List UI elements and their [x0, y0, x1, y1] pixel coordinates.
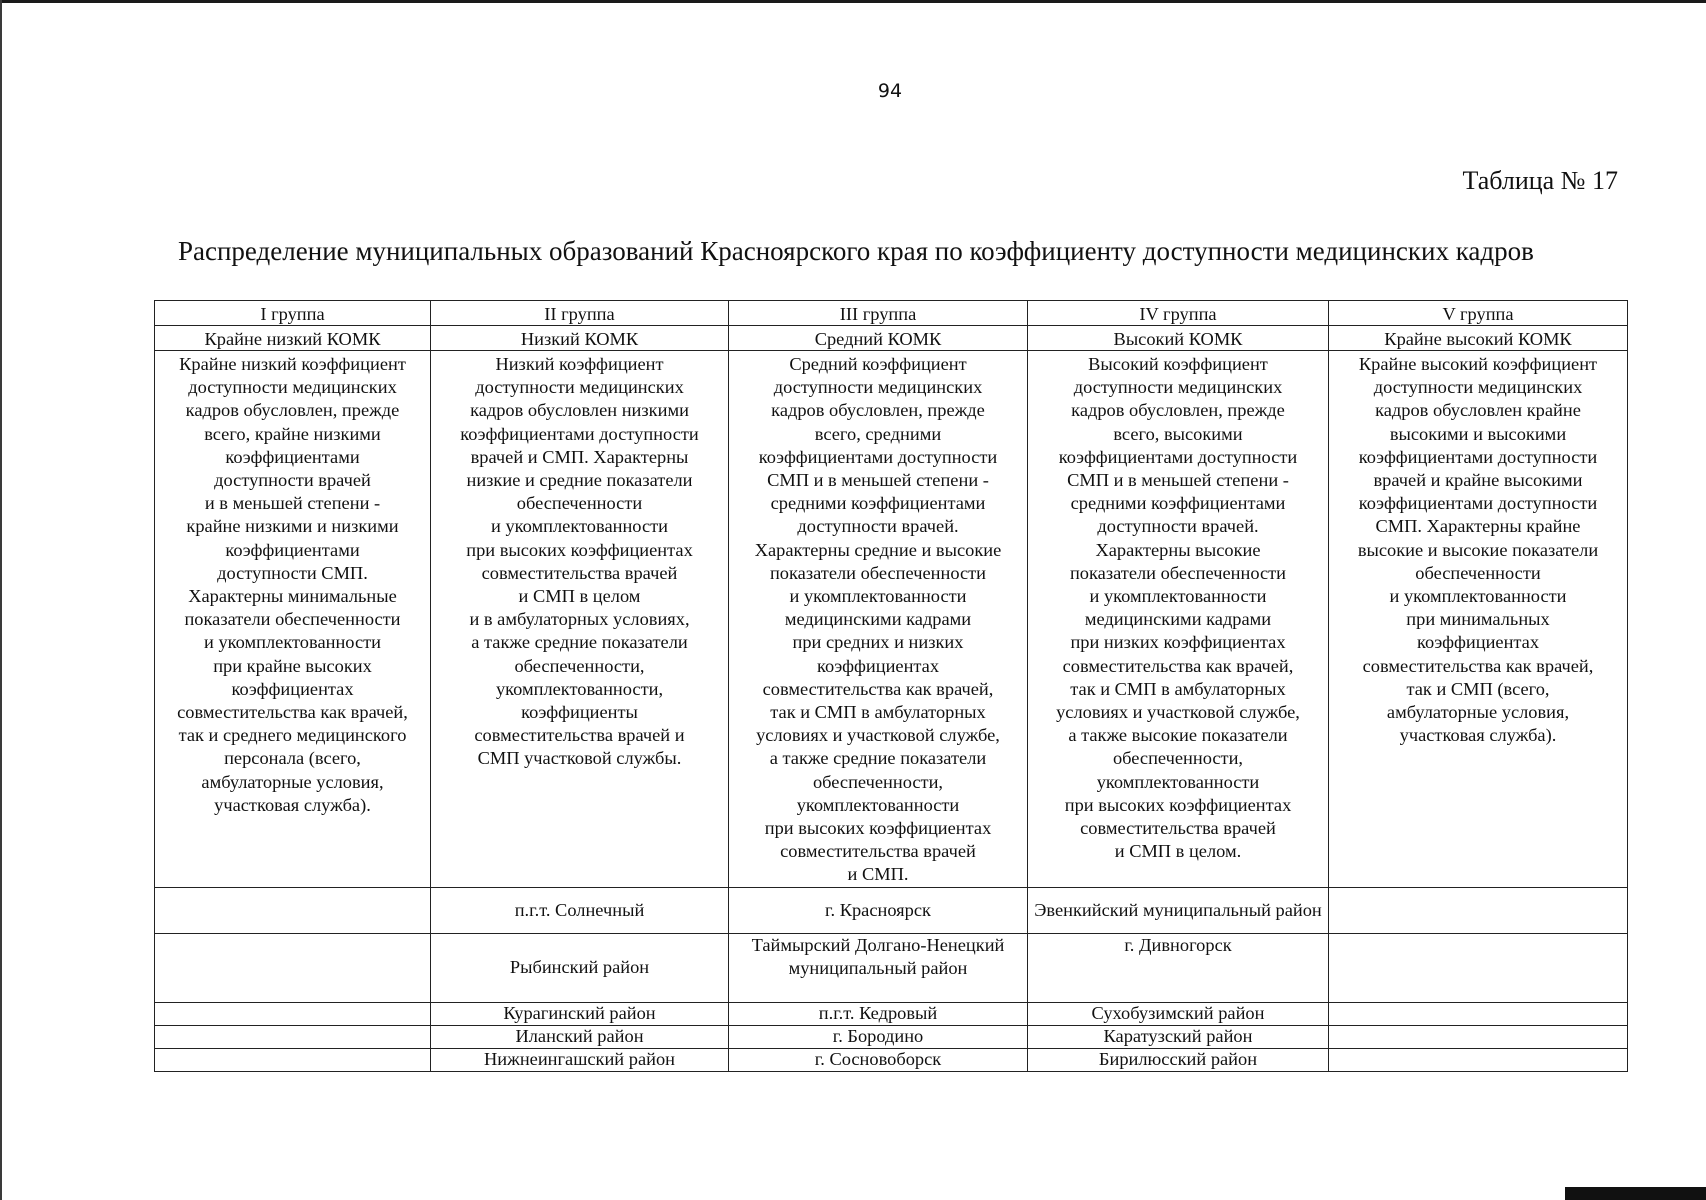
- description-line: средними коэффициентами: [770, 493, 986, 514]
- table-cell: г. Дивногорск: [1028, 933, 1329, 1002]
- description-line: при крайне высоких: [213, 655, 372, 676]
- description-line: доступности врачей.: [1097, 516, 1259, 537]
- description-line: амбулаторные условия,: [1386, 702, 1570, 723]
- description-line: Характерны высокие: [1095, 539, 1261, 560]
- description-line: укомплектованности: [1096, 771, 1260, 792]
- description-line: всего, крайне низкими: [204, 423, 381, 444]
- description-line: доступности медицинских: [1073, 377, 1283, 398]
- description-line: персонала (всего,: [224, 748, 361, 769]
- description-line: всего, средними: [814, 423, 942, 444]
- distribution-table: [154, 300, 1628, 1072]
- group-description-cell: [155, 351, 431, 888]
- table-cell: г. Бородино: [729, 1025, 1028, 1048]
- description-line: врачей и крайне высокими: [1373, 470, 1583, 491]
- table-cell: Курагинский район: [431, 1002, 729, 1025]
- group-name-cell: III группа: [729, 301, 1028, 326]
- group-name-row: [155, 301, 1628, 326]
- description-line: совместительства как врачей,: [177, 702, 408, 723]
- table-cell: Каратузский район: [1028, 1025, 1329, 1048]
- description-line: кадров обусловлен, прежде: [771, 400, 985, 421]
- description-line: участковая служба).: [1399, 725, 1557, 746]
- description-line: коэффициентами доступности: [460, 423, 699, 444]
- description-line: Средний коэффициент: [789, 354, 967, 374]
- description-line: медицинскими кадрами: [1084, 609, 1272, 630]
- description-line: высокие и высокие показатели: [1357, 539, 1599, 560]
- table-cell: Бирилюсский район: [1028, 1048, 1329, 1071]
- description-line: совместительства врачей и: [474, 725, 685, 746]
- description-line: совместительства как врачей,: [1362, 655, 1594, 676]
- description-line: условиях и участковой службе,: [1056, 702, 1300, 723]
- table-cell: [155, 1002, 431, 1025]
- description-line: а также высокие показатели: [1068, 725, 1288, 746]
- description-line: а также средние показатели: [769, 748, 987, 769]
- group-level-cell: Крайне низкий КОМК: [155, 326, 431, 351]
- scan-edge-bottom: [1565, 1187, 1706, 1200]
- description-line: обеспеченности: [1415, 562, 1541, 583]
- description-line: Характерны средние и высокие: [754, 539, 1002, 560]
- table-cell: [155, 1025, 431, 1048]
- description-line: так и СМП (всего,: [1406, 678, 1550, 699]
- table-cell: [1329, 887, 1628, 933]
- description-line: Крайне низкий коэффициент: [179, 354, 406, 374]
- table-cell: Эвенкийский муниципальный район: [1028, 887, 1329, 933]
- description-line: а также средние показатели: [471, 632, 688, 653]
- table-cell: п.г.т. Кедровый: [729, 1002, 1028, 1025]
- table-cell: г. Сосновоборск: [729, 1048, 1028, 1071]
- group-level-cell: Низкий КОМК: [431, 326, 729, 351]
- description-line: обеспеченности: [516, 493, 643, 514]
- description-line: так и среднего медицинского: [178, 725, 407, 746]
- description-line: СМП и в меньшей степени -: [767, 470, 989, 491]
- description-line: доступности СМП.: [217, 562, 368, 583]
- description-line: так и СМП в амбулаторных: [1070, 678, 1286, 699]
- description-line: кадров обусловлен, прежде: [185, 400, 400, 421]
- description-line: при высоких коэффициентах: [1064, 794, 1292, 815]
- scan-edge-left: [0, 0, 2, 1200]
- table-cell: [1329, 1025, 1628, 1048]
- description-line: коэффициенты: [521, 702, 638, 723]
- description-line: доступности врачей: [214, 470, 371, 491]
- group-description-cell: [729, 351, 1028, 888]
- description-line: доступности медицинских: [773, 377, 983, 398]
- description-line: при низких коэффициентах: [1070, 632, 1286, 653]
- table-cell: Иланский район: [431, 1025, 729, 1048]
- document-title: Распределение муниципальных образований Красноярского края по коэффициенту доступности медицинских кадров: [178, 236, 1534, 266]
- table-row: [155, 1025, 1628, 1048]
- description-line: средними коэффициентами: [1070, 493, 1286, 514]
- group-name-cell: V группа: [1329, 301, 1628, 326]
- description-line: амбулаторные условия,: [201, 771, 384, 792]
- description-line: показатели обеспеченности: [1069, 562, 1287, 583]
- description-line: Характерны минимальные: [188, 586, 397, 607]
- description-line: обеспеченности,: [514, 655, 645, 676]
- table-cell: Нижнеингашский район: [431, 1048, 729, 1071]
- description-line: при высоких коэффициентах: [764, 818, 992, 839]
- description-line: укомплектованности,: [495, 678, 664, 699]
- description-line: кадров обусловлен, прежде: [1071, 400, 1285, 421]
- description-line: совместительства врачей: [1080, 818, 1276, 839]
- description-line: доступности врачей.: [797, 516, 959, 537]
- description-line: обеспеченности,: [812, 771, 944, 792]
- description-line: коэффициентах: [231, 678, 354, 699]
- description-line: коэффициентами доступности: [1058, 446, 1298, 467]
- description-line: и укомплектованности: [1389, 586, 1567, 607]
- table-label: Таблица № 17: [1462, 166, 1618, 195]
- description-line: коэффициентами: [225, 446, 360, 467]
- description-line: и укомплектованности: [789, 586, 967, 607]
- description-line: врачей и СМП. Характерны: [470, 446, 689, 467]
- group-level-cell: Крайне высокий КОМК: [1329, 326, 1628, 351]
- table-row: [155, 887, 1628, 933]
- description-line: при минимальных: [1406, 609, 1550, 630]
- table-cell: п.г.т. Солнечный: [431, 887, 729, 933]
- description-line: и СМП в целом: [518, 586, 641, 607]
- description-line: совместительства врачей: [780, 841, 976, 862]
- table-cell: [155, 887, 431, 933]
- description-line: показатели обеспеченности: [769, 562, 987, 583]
- description-line: так и СМП в амбулаторных: [770, 702, 986, 723]
- description-line: условиях и участковой службе,: [756, 725, 1000, 746]
- description-line: коэффициентами доступности: [758, 446, 998, 467]
- description-line: низкие и средние показатели: [466, 470, 693, 491]
- description-line: и в меньшей степени -: [204, 493, 381, 514]
- table-row: [155, 1002, 1628, 1025]
- description-line: при средних и низких: [792, 632, 964, 653]
- group-level-row: [155, 326, 1628, 351]
- description-line: и СМП в целом.: [1114, 841, 1242, 862]
- group-description-cell: [431, 351, 729, 888]
- description-line: всего, высокими: [1113, 423, 1243, 444]
- description-line: участковая служба).: [214, 794, 371, 815]
- description-line: коэффициентами: [225, 539, 360, 560]
- scan-edge-top: [0, 0, 1706, 3]
- description-line: доступности медицинских: [475, 377, 684, 398]
- table-cell: г. Красноярск: [729, 887, 1028, 933]
- table-cell: Таймырский Долгано-Ненецкий муниципальный район: [729, 933, 1028, 1002]
- description-line: кадров обусловлен крайне: [1375, 400, 1581, 421]
- description-line: коэффициентах: [1416, 632, 1540, 653]
- table-cell: [155, 933, 431, 1002]
- page-number: 94: [877, 80, 903, 102]
- description-line: Крайне высокий коэффициент: [1358, 354, 1598, 374]
- description-line: при высоких коэффициентах: [466, 539, 693, 560]
- description-line: показатели обеспеченности: [184, 609, 401, 630]
- description-line: СМП. Характерны крайне: [1375, 516, 1581, 537]
- table-cell: [1329, 1048, 1628, 1071]
- description-line: коэффициентами доступности: [1358, 493, 1598, 514]
- description-line: укомплектованности: [796, 794, 960, 815]
- group-description-cell: [1028, 351, 1329, 888]
- description-line: СМП участковой службы.: [477, 748, 682, 769]
- description-line: доступности медицинских: [188, 377, 397, 398]
- description-line: крайне низкими и низкими: [186, 516, 399, 537]
- description-line: совместительства врачей: [481, 562, 678, 583]
- table-cell: Сухобузимский район: [1028, 1002, 1329, 1025]
- table-row: [155, 933, 1628, 1002]
- table-cell: Рыбинский район: [431, 933, 729, 1002]
- description-line: и укомплектованности: [204, 632, 381, 653]
- group-name-cell: II группа: [431, 301, 729, 326]
- group-description-cell: [1329, 351, 1628, 888]
- group-name-cell: I группа: [155, 301, 431, 326]
- description-line: и в амбулаторных условиях,: [469, 609, 690, 630]
- description-line: высокими и высокими: [1389, 423, 1567, 444]
- description-line: обеспеченности,: [1112, 748, 1244, 769]
- description-line: Высокий коэффициент: [1088, 354, 1268, 374]
- description-line: и укомплектованности: [1089, 586, 1267, 607]
- description-row: [155, 351, 1628, 888]
- description-line: СМП и в меньшей степени -: [1067, 470, 1289, 491]
- table-row: [155, 1048, 1628, 1071]
- group-level-cell: Высокий КОМК: [1028, 326, 1329, 351]
- description-line: и укомплектованности: [491, 516, 668, 537]
- table-cell: [1329, 1002, 1628, 1025]
- description-line: доступности медицинских: [1373, 377, 1583, 398]
- description-line: коэффициентах: [816, 655, 940, 676]
- description-line: совместительства как врачей,: [762, 678, 994, 699]
- group-level-cell: Средний КОМК: [729, 326, 1028, 351]
- group-name-cell: IV группа: [1028, 301, 1329, 326]
- description-line: медицинскими кадрами: [784, 609, 972, 630]
- table-cell: [155, 1048, 431, 1071]
- table-cell: [1329, 933, 1628, 1002]
- description-line: кадров обусловлен низкими: [470, 400, 689, 421]
- description-line: коэффициентами доступности: [1358, 446, 1598, 467]
- description-line: совместительства как врачей,: [1062, 655, 1294, 676]
- description-line: Низкий коэффициент: [495, 354, 664, 374]
- description-line: и СМП.: [847, 864, 909, 885]
